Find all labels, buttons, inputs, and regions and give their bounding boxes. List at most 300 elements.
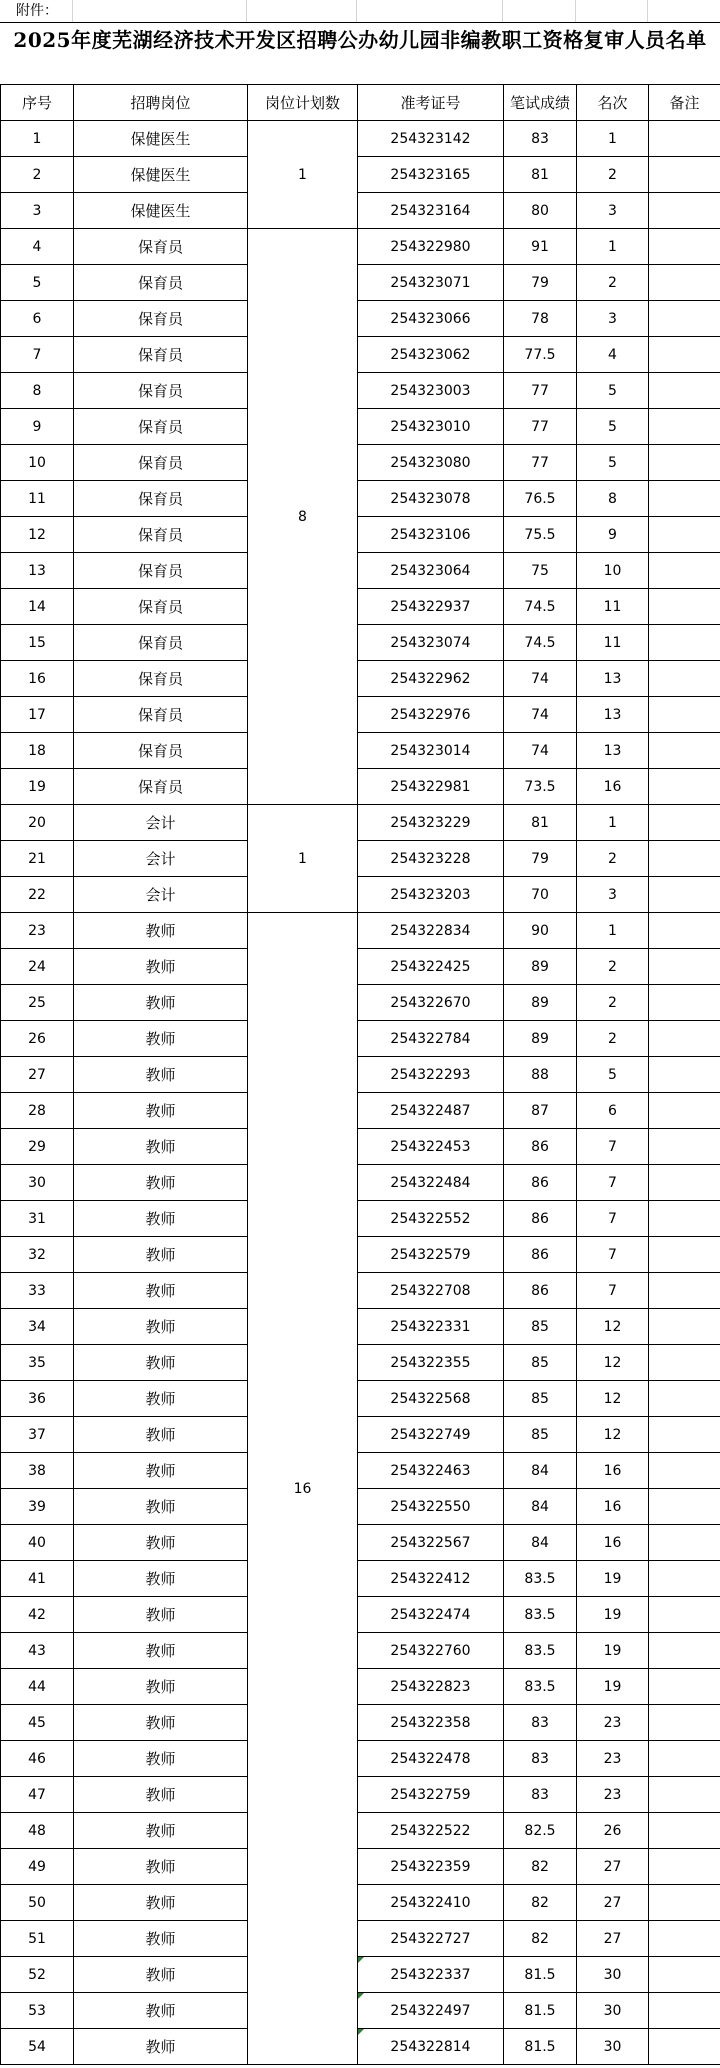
cell-rank: 4 — [577, 337, 649, 373]
cell-rank: 30 — [577, 1993, 649, 2029]
cell-exam-id — [358, 1345, 504, 1381]
grid-line — [72, 0, 73, 22]
cell-exam-id — [358, 1669, 504, 1705]
exam-id-text: 254323164 — [390, 202, 471, 219]
exam-id-text: 254322749 — [390, 1426, 471, 1443]
table-row — [1, 1813, 720, 1849]
cell-no: 25 — [1, 985, 74, 1021]
cell-score: 77 — [504, 373, 577, 409]
cell-position: 教师 — [74, 1633, 248, 1669]
cell-no: 10 — [1, 445, 74, 481]
cell-rank: 13 — [577, 661, 649, 697]
table-row — [1, 1273, 720, 1309]
cell-rank: 5 — [577, 445, 649, 481]
cell-rank: 7 — [577, 1273, 649, 1309]
table-row — [1, 1129, 720, 1165]
exam-id-text: 254323203 — [390, 886, 471, 903]
cell-exam-id — [358, 193, 504, 229]
cell-position: 保健医生 — [74, 193, 248, 229]
table-row — [1, 1957, 720, 1993]
cell-rank: 16 — [577, 769, 649, 805]
cell-position: 教师 — [74, 1453, 248, 1489]
table-row — [1, 949, 720, 985]
table-row — [1, 1561, 720, 1597]
exam-id-text: 254323106 — [390, 526, 471, 543]
error-indicator-icon — [358, 1993, 364, 1999]
cell-position: 教师 — [74, 1021, 248, 1057]
cell-exam-id — [358, 1813, 504, 1849]
cell-remark — [649, 1741, 720, 1777]
cell-position: 教师 — [74, 1381, 248, 1417]
header-rank: 名次 — [577, 85, 649, 121]
cell-position: 教师 — [74, 1525, 248, 1561]
exam-id-text: 254322355 — [390, 1354, 471, 1371]
cell-exam-id — [358, 1381, 504, 1417]
cell-exam-id — [358, 409, 504, 445]
cell-remark — [649, 1561, 720, 1597]
cell-rank: 1 — [577, 913, 649, 949]
cell-no: 50 — [1, 1885, 74, 1921]
cell-remark — [649, 1381, 720, 1417]
cell-position: 教师 — [74, 1309, 248, 1345]
cell-rank: 5 — [577, 1057, 649, 1093]
cell-rank: 19 — [577, 1561, 649, 1597]
cell-rank: 13 — [577, 733, 649, 769]
cell-rank: 10 — [577, 553, 649, 589]
cell-remark — [649, 517, 720, 553]
table-row — [1, 589, 720, 625]
header-exam-id: 准考证号 — [358, 85, 504, 121]
cell-remark — [649, 1957, 720, 1993]
cell-rank: 27 — [577, 1921, 649, 1957]
exam-id-text: 254322670 — [390, 994, 471, 1011]
cell-rank: 12 — [577, 1381, 649, 1417]
cell-no: 5 — [1, 265, 74, 301]
grid-line — [356, 0, 357, 22]
header-score: 笔试成绩 — [504, 85, 577, 121]
cell-remark — [649, 121, 720, 157]
exam-id-text: 254322759 — [390, 1786, 471, 1803]
exam-id-text: 254322463 — [390, 1462, 471, 1479]
cell-no: 9 — [1, 409, 74, 445]
exam-id-text: 254322708 — [390, 1282, 471, 1299]
grid-line — [575, 0, 576, 22]
cell-no: 35 — [1, 1345, 74, 1381]
table-row — [1, 877, 720, 913]
cell-remark — [649, 1129, 720, 1165]
cell-position: 保育员 — [74, 589, 248, 625]
cell-no: 15 — [1, 625, 74, 661]
cell-remark — [649, 157, 720, 193]
table-row — [1, 1885, 720, 1921]
cell-no: 11 — [1, 481, 74, 517]
cell-score: 82 — [504, 1849, 577, 1885]
cell-rank: 27 — [577, 1849, 649, 1885]
cell-position: 教师 — [74, 1813, 248, 1849]
cell-no: 7 — [1, 337, 74, 373]
cell-rank: 1 — [577, 121, 649, 157]
exam-id-text: 254322727 — [390, 1930, 471, 1947]
cell-rank: 1 — [577, 805, 649, 841]
cell-exam-id — [358, 553, 504, 589]
cell-score: 74.5 — [504, 625, 577, 661]
table-row — [1, 337, 720, 373]
exam-id-text: 254322568 — [390, 1390, 471, 1407]
cell-rank: 26 — [577, 1813, 649, 1849]
exam-id-text: 254322834 — [390, 922, 471, 939]
cell-exam-id — [358, 445, 504, 481]
cell-position: 保育员 — [74, 625, 248, 661]
table-row — [1, 913, 720, 949]
cell-no: 31 — [1, 1201, 74, 1237]
exam-id-text: 254322579 — [390, 1246, 471, 1263]
table-row — [1, 1669, 720, 1705]
cell-no: 27 — [1, 1057, 74, 1093]
table-row — [1, 1921, 720, 1957]
exam-id-text: 254322552 — [390, 1210, 471, 1227]
cell-position: 教师 — [74, 1777, 248, 1813]
cell-remark — [649, 265, 720, 301]
cell-position: 保育员 — [74, 373, 248, 409]
cell-score: 88 — [504, 1057, 577, 1093]
cell-no: 26 — [1, 1021, 74, 1057]
cell-score: 86 — [504, 1237, 577, 1273]
cell-rank: 27 — [577, 1885, 649, 1921]
cell-no: 3 — [1, 193, 74, 229]
cell-position: 保育员 — [74, 553, 248, 589]
cell-score: 85 — [504, 1381, 577, 1417]
cell-score: 76.5 — [504, 481, 577, 517]
cell-rank: 16 — [577, 1489, 649, 1525]
cell-exam-id — [358, 1561, 504, 1597]
cell-position: 保育员 — [74, 481, 248, 517]
header-no: 序号 — [1, 85, 74, 121]
cell-score: 73.5 — [504, 769, 577, 805]
cell-remark — [649, 553, 720, 589]
cell-rank: 12 — [577, 1417, 649, 1453]
cell-remark — [649, 1633, 720, 1669]
cell-score: 83.5 — [504, 1597, 577, 1633]
cell-rank: 12 — [577, 1345, 649, 1381]
cell-position: 保育员 — [74, 229, 248, 265]
table-row — [1, 1993, 720, 2029]
cell-no: 19 — [1, 769, 74, 805]
exam-id-text: 254323064 — [390, 562, 471, 579]
table-row — [1, 1165, 720, 1201]
cell-score: 80 — [504, 193, 577, 229]
cell-rank: 9 — [577, 517, 649, 553]
cell-position: 教师 — [74, 1849, 248, 1885]
cell-score: 77 — [504, 409, 577, 445]
exam-id-text: 254322293 — [390, 1066, 471, 1083]
exam-id-text: 254323014 — [390, 742, 471, 759]
exam-id-text: 254322478 — [390, 1750, 471, 1767]
cell-no: 23 — [1, 913, 74, 949]
cell-exam-id — [358, 1489, 504, 1525]
cell-no: 4 — [1, 229, 74, 265]
table-row — [1, 481, 720, 517]
cell-score: 86 — [504, 1129, 577, 1165]
cell-position: 保育员 — [74, 769, 248, 805]
cell-remark — [649, 1237, 720, 1273]
cell-no: 51 — [1, 1921, 74, 1957]
cell-no: 46 — [1, 1741, 74, 1777]
cell-no: 30 — [1, 1165, 74, 1201]
cell-position: 教师 — [74, 1885, 248, 1921]
table-row — [1, 1849, 720, 1885]
cell-exam-id — [358, 913, 504, 949]
cell-remark — [649, 1597, 720, 1633]
cell-rank: 7 — [577, 1165, 649, 1201]
table-row — [1, 409, 720, 445]
cell-remark — [649, 661, 720, 697]
cell-score: 81 — [504, 805, 577, 841]
table-row — [1, 2029, 720, 2065]
cell-remark — [649, 1165, 720, 1201]
exam-id-text: 254322484 — [390, 1174, 471, 1191]
cell-no: 12 — [1, 517, 74, 553]
cell-score: 74.5 — [504, 589, 577, 625]
cell-exam-id — [358, 1273, 504, 1309]
cell-exam-id — [358, 661, 504, 697]
cell-remark — [649, 1885, 720, 1921]
cell-remark — [649, 337, 720, 373]
cell-position: 保健医生 — [74, 157, 248, 193]
cell-position: 保健医生 — [74, 121, 248, 157]
cell-position: 教师 — [74, 1561, 248, 1597]
cell-plan: 8 — [248, 229, 358, 805]
cell-score: 79 — [504, 265, 577, 301]
cell-plan: 1 — [248, 805, 358, 913]
cell-no: 44 — [1, 1669, 74, 1705]
exam-id-text: 254323142 — [390, 130, 471, 147]
table-row — [1, 1021, 720, 1057]
cell-remark — [649, 1993, 720, 2029]
cell-score: 77.5 — [504, 337, 577, 373]
cell-score: 84 — [504, 1453, 577, 1489]
cell-position: 教师 — [74, 1417, 248, 1453]
exam-id-text: 254322814 — [390, 2038, 471, 2055]
cell-score: 75.5 — [504, 517, 577, 553]
grid-line — [647, 0, 648, 22]
exam-id-text: 254323080 — [390, 454, 471, 471]
table-row — [1, 1309, 720, 1345]
cell-rank: 7 — [577, 1201, 649, 1237]
cell-position: 保育员 — [74, 445, 248, 481]
cell-position: 会计 — [74, 877, 248, 913]
cell-no: 33 — [1, 1273, 74, 1309]
cell-no: 41 — [1, 1561, 74, 1597]
header-remark: 备注 — [649, 85, 720, 121]
cell-rank: 19 — [577, 1633, 649, 1669]
cell-exam-id — [358, 481, 504, 517]
cell-score: 89 — [504, 949, 577, 985]
cell-no: 32 — [1, 1237, 74, 1273]
cell-score: 74 — [504, 733, 577, 769]
cell-no: 37 — [1, 1417, 74, 1453]
cell-no: 52 — [1, 1957, 74, 1993]
exam-id-text: 254322410 — [390, 1894, 471, 1911]
cell-no: 22 — [1, 877, 74, 913]
cell-exam-id — [358, 373, 504, 409]
cell-remark — [649, 1813, 720, 1849]
cell-rank: 7 — [577, 1129, 649, 1165]
cell-no: 48 — [1, 1813, 74, 1849]
cell-score: 77 — [504, 445, 577, 481]
cell-score: 83 — [504, 1741, 577, 1777]
cell-no: 34 — [1, 1309, 74, 1345]
exam-id-text: 254323066 — [390, 310, 471, 327]
cell-no: 45 — [1, 1705, 74, 1741]
cell-no: 16 — [1, 661, 74, 697]
cell-no: 8 — [1, 373, 74, 409]
exam-id-text: 254322412 — [390, 1570, 471, 1587]
cell-rank: 5 — [577, 409, 649, 445]
cell-position: 教师 — [74, 1597, 248, 1633]
cell-exam-id — [358, 1129, 504, 1165]
cell-score: 83.5 — [504, 1633, 577, 1669]
cell-score: 86 — [504, 1165, 577, 1201]
cell-exam-id — [358, 1741, 504, 1777]
cell-remark — [649, 1453, 720, 1489]
cell-rank: 19 — [577, 1597, 649, 1633]
cell-position: 教师 — [74, 1957, 248, 1993]
cell-rank: 3 — [577, 877, 649, 913]
attachment-note: 附件： — [16, 3, 58, 19]
cell-score: 83 — [504, 121, 577, 157]
exam-id-text: 254322522 — [390, 1822, 471, 1839]
cell-position: 教师 — [74, 1273, 248, 1309]
cell-position: 教师 — [74, 1093, 248, 1129]
exam-id-text: 254322937 — [390, 598, 471, 615]
exam-id-text: 254323229 — [390, 814, 471, 831]
cell-remark — [649, 1309, 720, 1345]
cell-rank: 30 — [577, 2029, 649, 2065]
cell-rank: 3 — [577, 301, 649, 337]
exam-id-text: 254322981 — [390, 778, 471, 795]
roster-body — [1, 121, 720, 2065]
exam-id-text: 254323062 — [390, 346, 471, 363]
cell-remark — [649, 985, 720, 1021]
cell-exam-id — [358, 1525, 504, 1561]
cell-rank: 8 — [577, 481, 649, 517]
cell-position: 教师 — [74, 1705, 248, 1741]
cell-remark — [649, 409, 720, 445]
exam-id-text: 254323165 — [390, 166, 471, 183]
table-row — [1, 1417, 720, 1453]
cell-rank: 2 — [577, 157, 649, 193]
error-indicator-icon — [358, 2029, 364, 2035]
cell-score: 85 — [504, 1417, 577, 1453]
table-row — [1, 445, 720, 481]
table-row — [1, 985, 720, 1021]
cell-rank: 11 — [577, 589, 649, 625]
cell-remark — [649, 877, 720, 913]
exam-id-text: 254323010 — [390, 418, 471, 435]
cell-score: 85 — [504, 1309, 577, 1345]
cell-no: 18 — [1, 733, 74, 769]
table-row — [1, 1705, 720, 1741]
cell-exam-id — [358, 877, 504, 913]
table-row — [1, 373, 720, 409]
cell-score: 86 — [504, 1201, 577, 1237]
cell-score: 89 — [504, 1021, 577, 1057]
table-row — [1, 733, 720, 769]
table-row — [1, 121, 720, 157]
cell-no: 13 — [1, 553, 74, 589]
table-row — [1, 1525, 720, 1561]
cell-rank: 12 — [577, 1309, 649, 1345]
cell-exam-id — [358, 517, 504, 553]
cell-score: 75 — [504, 553, 577, 589]
cell-no: 2 — [1, 157, 74, 193]
cell-remark — [649, 769, 720, 805]
table-row — [1, 301, 720, 337]
cell-no: 1 — [1, 121, 74, 157]
cell-position: 教师 — [74, 1201, 248, 1237]
cell-position: 教师 — [74, 1345, 248, 1381]
cell-exam-id — [358, 1093, 504, 1129]
cell-exam-id — [358, 949, 504, 985]
cell-score: 74 — [504, 697, 577, 733]
cell-exam-id — [358, 1957, 504, 1993]
cell-exam-id — [358, 589, 504, 625]
cell-remark — [649, 1921, 720, 1957]
cell-score: 84 — [504, 1489, 577, 1525]
cell-remark — [649, 1777, 720, 1813]
page-title: 2025年度芜湖经济技术开发区招聘公办幼儿园非编教职工资格复审人员名单 — [13, 28, 707, 52]
cell-no: 29 — [1, 1129, 74, 1165]
exam-id-text: 254323078 — [390, 490, 471, 507]
cell-no: 40 — [1, 1525, 74, 1561]
exam-id-text: 254322359 — [390, 1858, 471, 1875]
exam-id-text: 254322823 — [390, 1678, 471, 1695]
exam-id-text: 254322784 — [390, 1030, 471, 1047]
table-row — [1, 553, 720, 589]
exam-id-text: 254322550 — [390, 1498, 471, 1515]
cell-no: 14 — [1, 589, 74, 625]
cell-remark — [649, 1057, 720, 1093]
cell-position: 教师 — [74, 1993, 248, 2029]
cell-no: 39 — [1, 1489, 74, 1525]
cell-remark — [649, 1525, 720, 1561]
table-row — [1, 1741, 720, 1777]
cell-rank: 1 — [577, 229, 649, 265]
cell-score: 78 — [504, 301, 577, 337]
exam-id-text: 254322980 — [390, 238, 471, 255]
cell-plan: 1 — [248, 121, 358, 229]
exam-id-text: 254322337 — [390, 1966, 471, 1983]
cell-score: 82.5 — [504, 1813, 577, 1849]
cell-exam-id — [358, 1993, 504, 2029]
cell-rank: 3 — [577, 193, 649, 229]
table-row — [1, 769, 720, 805]
cell-position: 教师 — [74, 2029, 248, 2065]
table-row — [1, 661, 720, 697]
cell-no: 17 — [1, 697, 74, 733]
cell-remark — [649, 193, 720, 229]
cell-position: 教师 — [74, 949, 248, 985]
cell-no: 43 — [1, 1633, 74, 1669]
cell-no: 54 — [1, 2029, 74, 2065]
table-row — [1, 625, 720, 661]
cell-position: 教师 — [74, 1669, 248, 1705]
cell-rank: 2 — [577, 841, 649, 877]
cell-score: 84 — [504, 1525, 577, 1561]
cell-exam-id — [358, 1705, 504, 1741]
cell-rank: 30 — [577, 1957, 649, 1993]
cell-position: 保育员 — [74, 661, 248, 697]
